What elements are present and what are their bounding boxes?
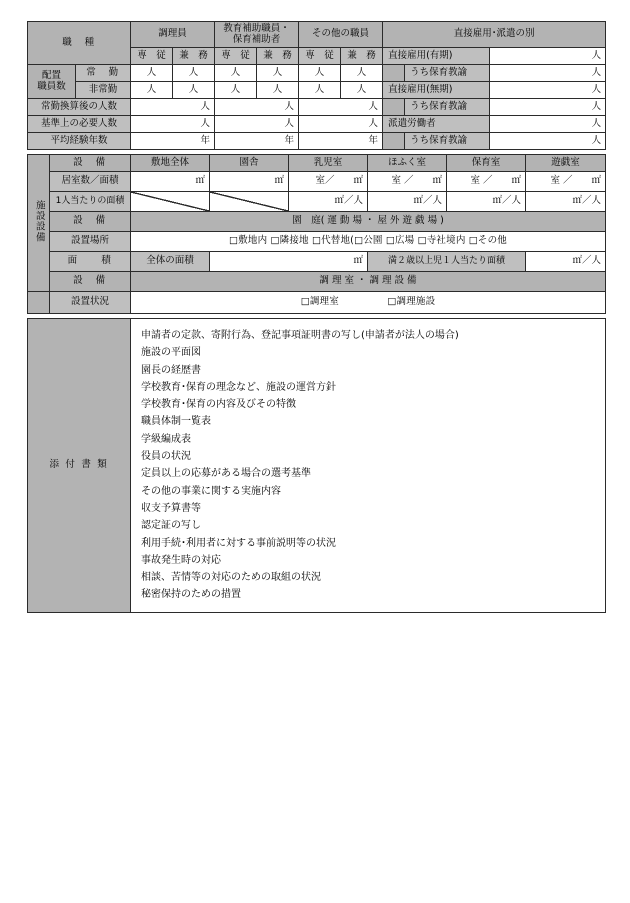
regular-assistant-full[interactable]: 人 — [215, 65, 257, 82]
employment-indent-5 — [383, 133, 405, 150]
regular-other-part[interactable]: 人 — [341, 65, 383, 82]
facility-table — [27, 154, 606, 314]
subheader-cook-full: 専 従 — [131, 48, 173, 65]
form-sheet — [27, 21, 605, 613]
fte-other[interactable]: 人 — [299, 99, 383, 116]
per-person-nursery[interactable]: ㎡／人 — [447, 192, 526, 212]
facility-room-row — [28, 172, 606, 192]
subheader-assistant-part: 兼 務 — [257, 48, 299, 65]
attachments-row — [28, 319, 606, 613]
fte-assistant[interactable]: 人 — [215, 99, 299, 116]
nonregular-cook-part[interactable]: 人 — [173, 82, 215, 99]
staffing-row-nonregular — [28, 82, 606, 99]
garden-per-child-value[interactable]: ㎡／人 — [526, 252, 606, 272]
per-person-row-label: 1人当たりの面積 — [50, 192, 131, 212]
required-cook[interactable]: 人 — [131, 116, 215, 133]
attachment-item: 学校教育･保育の理念など、施設の運営方針 — [141, 381, 336, 393]
regular-assistant-part[interactable]: 人 — [257, 65, 299, 82]
required-other[interactable]: 人 — [299, 116, 383, 133]
kitchen-title: 調 理 室 ・ 調 理 設 備 — [131, 272, 606, 292]
equipment-header-3: 設 備 — [50, 272, 131, 292]
attachments-table — [27, 318, 606, 613]
garden-total-area-value[interactable]: ㎡ — [210, 252, 368, 272]
staffing-row-fte — [28, 99, 606, 116]
subheader-assistant-full: 専 従 — [215, 48, 257, 65]
facility-perperson-row — [28, 192, 606, 212]
attachment-item: 秘密保持のための措置 — [141, 589, 241, 601]
attachments-label: 添 付 書 類 — [28, 319, 131, 613]
kitchen-status-row — [28, 292, 606, 314]
facility-col-site: 敷地全体 — [131, 155, 210, 172]
attachment-item: 収支予算書等 — [141, 502, 201, 514]
row-label-required: 基準上の必要人数 — [28, 116, 131, 133]
kitchen-status-options[interactable]: □調理室 □調理施設 — [131, 292, 606, 314]
experience-assistant[interactable]: 年 — [215, 133, 299, 150]
nonregular-assistant-full[interactable]: 人 — [215, 82, 257, 99]
attachment-item: 認定証の写し — [141, 520, 201, 532]
employment-value-5[interactable]: 人 — [490, 133, 606, 150]
staffing-row-regular — [28, 65, 606, 82]
per-person-building-na — [210, 192, 289, 212]
nonregular-cook-full[interactable]: 人 — [131, 82, 173, 99]
employment-row-label-1: うち保育教諭 — [405, 65, 490, 82]
facility-side-label — [28, 155, 50, 292]
facility-col-nursery: 保育室 — [447, 155, 526, 172]
experience-cook[interactable]: 年 — [131, 133, 215, 150]
room-value-crawl[interactable]: 室 ／ ㎡ — [368, 172, 447, 192]
garden-location-row — [28, 232, 606, 252]
attachment-item: 利用手続･利用者に対する事前説明等の状況 — [141, 537, 336, 549]
room-value-play[interactable]: 室 ／ ㎡ — [526, 172, 606, 192]
staffing-row-required — [28, 116, 606, 133]
employment-indent-1 — [383, 65, 405, 82]
facility-col-building: 園舎 — [210, 155, 289, 172]
attachment-item: 定員以上の応募がある場合の選考基準 — [141, 468, 311, 480]
attachment-item: その他の事業に関する実施内容 — [141, 485, 281, 497]
facility-col-play: 遊戯室 — [526, 155, 606, 172]
row-label-experience: 平均経験年数 — [28, 133, 131, 150]
regular-other-full[interactable]: 人 — [299, 65, 341, 82]
attachment-item: 学級編成表 — [141, 433, 191, 445]
equipment-header-1: 設 備 — [50, 155, 131, 172]
employment-value-4[interactable]: 人 — [490, 116, 606, 133]
per-person-play[interactable]: ㎡／人 — [526, 192, 606, 212]
garden-per-child-label: 満２歳以上児１人当たり面積 — [368, 252, 526, 272]
subheader-other-full: 専 従 — [299, 48, 341, 65]
garden-total-area-label: 全体の面積 — [131, 252, 210, 272]
nonregular-other-full[interactable]: 人 — [299, 82, 341, 99]
row-label-fte: 常勤換算後の人数 — [28, 99, 131, 116]
required-assistant[interactable]: 人 — [215, 116, 299, 133]
job-type-header: 職 種 — [28, 22, 131, 65]
employment-value-2[interactable]: 人 — [490, 82, 606, 99]
nonregular-other-part[interactable]: 人 — [341, 82, 383, 99]
experience-other[interactable]: 年 — [299, 133, 383, 150]
regular-cook-part[interactable]: 人 — [173, 65, 215, 82]
garden-location-label: 設置場所 — [50, 232, 131, 252]
row-label-nonregular: 非常勤 — [76, 82, 131, 99]
subheader-other-part: 兼 務 — [341, 48, 383, 65]
category-header-assistant-line2: 保育補助者 — [232, 33, 281, 45]
employment-row-label-2: 直接雇用(無期) — [383, 82, 490, 99]
kitchen-header-row — [28, 272, 606, 292]
per-person-site-na — [131, 192, 210, 212]
garden-area-label: 面 積 — [50, 252, 131, 272]
employment-row-label-4: 派遣労働者 — [383, 116, 490, 133]
staff-count-group-label — [28, 65, 76, 99]
facility-side-label-tail — [28, 292, 50, 314]
employment-type-header: 直接雇用･派遣の別 — [383, 22, 606, 48]
per-person-crawl[interactable]: ㎡／人 — [368, 192, 447, 212]
per-person-infant[interactable]: ㎡／人 — [289, 192, 368, 212]
regular-cook-full[interactable]: 人 — [131, 65, 173, 82]
row-label-regular: 常 勤 — [76, 65, 131, 82]
staffing-row-experience — [28, 133, 606, 150]
employment-row-label-5: うち保育教諭 — [405, 133, 490, 150]
equipment-header-2: 設 備 — [50, 212, 131, 232]
employment-value-1[interactable]: 人 — [490, 65, 606, 82]
subheader-cook-part: 兼 務 — [173, 48, 215, 65]
employment-row-label-3: うち保育教諭 — [405, 99, 490, 116]
facility-col-crawl: ほふく室 — [368, 155, 447, 172]
attachment-item: 相談、苦情等の対応のための取組の状況 — [141, 572, 321, 584]
category-header-cook: 調理員 — [131, 22, 215, 48]
employment-value-0[interactable]: 人 — [490, 48, 606, 65]
nonregular-assistant-part[interactable]: 人 — [257, 82, 299, 99]
attachments-list — [141, 327, 605, 604]
attachment-item: 役員の状況 — [141, 451, 191, 463]
fte-cook[interactable]: 人 — [131, 99, 215, 116]
attachment-item: 園長の経歴書 — [141, 364, 201, 376]
facility-header-row — [28, 155, 606, 172]
employment-indent-3 — [383, 99, 405, 116]
garden-header-row — [28, 212, 606, 232]
room-value-infant[interactable]: 室／ ㎡ — [289, 172, 368, 192]
staffing-table — [27, 21, 606, 150]
garden-title: 園 庭( 運 動 場 ・ 屋 外 遊 戯 場 ) — [131, 212, 606, 232]
garden-area-row — [28, 252, 606, 272]
attachment-item: 事故発生時の対応 — [141, 554, 221, 566]
attachments-body — [131, 319, 606, 613]
category-header-other: その他の職員 — [299, 22, 383, 48]
staff-count-group-label-line1: 配置 — [41, 69, 61, 81]
room-row-label: 居室数／面積 — [50, 172, 131, 192]
attachment-item: 職員体制一覧表 — [141, 416, 211, 428]
room-value-site[interactable]: ㎡ — [131, 172, 210, 192]
category-header-assistant — [215, 22, 299, 48]
garden-location-options[interactable]: □敷地内 □隣接地 □代替地(□公園 □広場 □寺社境内 □その他 — [131, 232, 606, 252]
kitchen-status-label: 設置状況 — [50, 292, 131, 314]
staffing-header-row-1 — [28, 22, 606, 48]
room-value-nursery[interactable]: 室 ／ ㎡ — [447, 172, 526, 192]
employment-value-3[interactable]: 人 — [490, 99, 606, 116]
room-value-building[interactable]: ㎡ — [210, 172, 289, 192]
category-header-assistant-line1: 教育補助職員・ — [223, 22, 290, 34]
employment-row-label-0: 直接雇用(有期) — [383, 48, 490, 65]
attachment-item: 施設の平面図 — [141, 347, 201, 359]
facility-side-label-text: 施設設備 — [33, 199, 45, 243]
facility-col-infant: 乳児室 — [289, 155, 368, 172]
attachment-item: 申請者の定款、寄附行為、登記事項証明書の写し(申請者が法人の場合) — [141, 330, 459, 341]
staff-count-group-label-line2: 職員数 — [37, 80, 66, 92]
attachment-item: 学校教育･保育の内容及びその特徴 — [141, 399, 296, 411]
